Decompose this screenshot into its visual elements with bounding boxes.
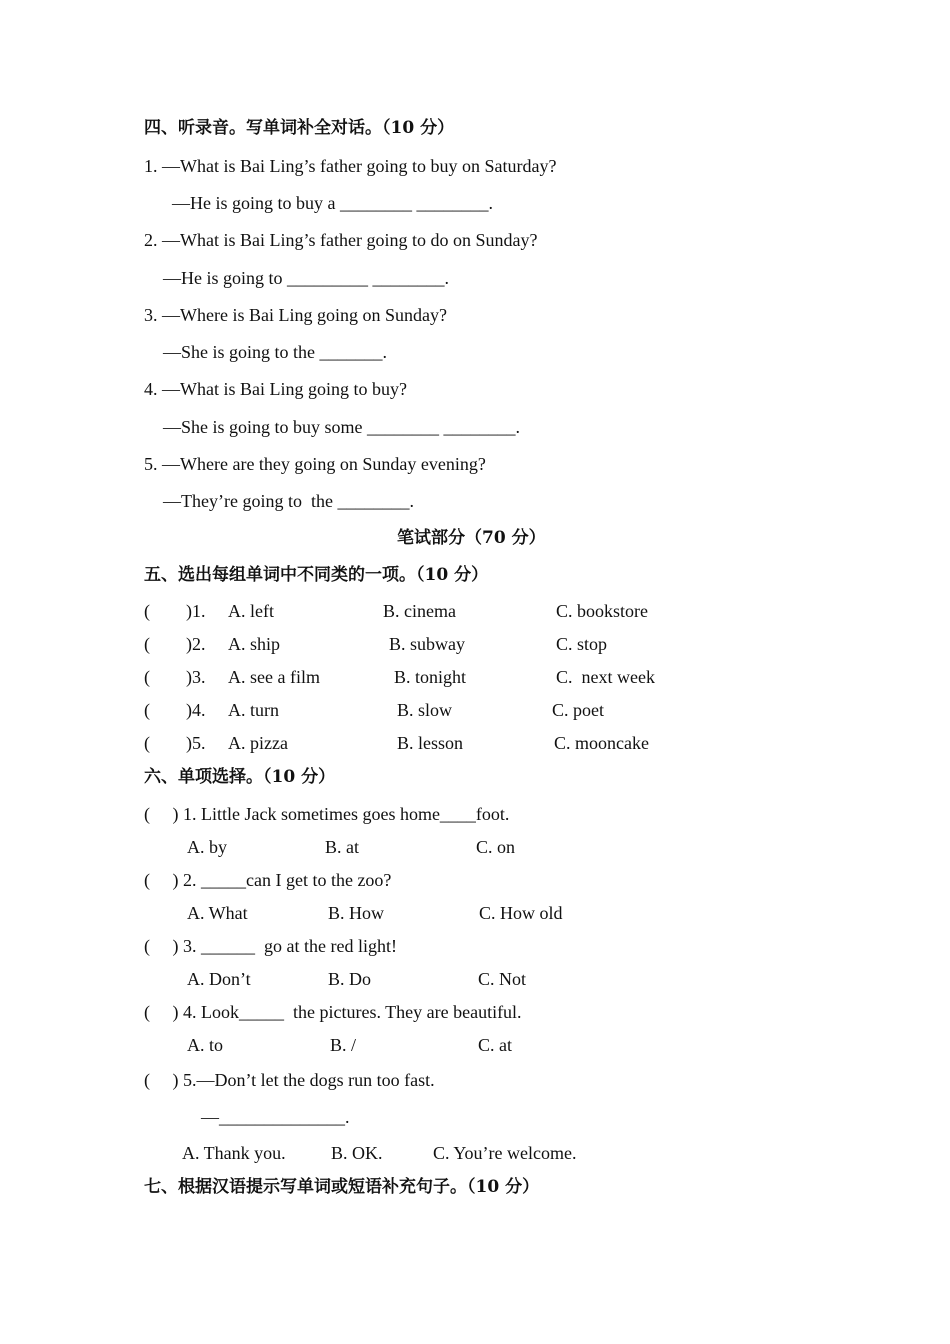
choice-question-4: ( ) 4. Look_____ the pictures. They are beautiful. bbox=[144, 1002, 522, 1022]
choice-question-5-reply: —______________. bbox=[201, 1107, 350, 1127]
written-part-heading: 笔试部分（70 分） bbox=[397, 528, 546, 548]
question-1-answer: —He is going to buy a ________ ________. bbox=[172, 193, 493, 213]
question-2-answer: —He is going to _________ ________. bbox=[163, 268, 449, 288]
choice-question-1: ( ) 1. Little Jack sometimes goes home____foot. bbox=[144, 804, 510, 824]
option-a: A. see a film bbox=[228, 667, 320, 687]
question-2-ask: 2. —What is Bai Ling’s father going to do on Sunday? bbox=[144, 230, 538, 250]
option-c: C. You’re welcome. bbox=[433, 1143, 577, 1163]
option-c: C. next week bbox=[556, 667, 655, 687]
option-c: C. stop bbox=[556, 634, 608, 654]
option-b: B. Do bbox=[328, 969, 372, 989]
section-7-title: 七、根据汉语提示写单词或短语补充句子。（10 分） bbox=[144, 1177, 540, 1197]
choice-question-3: ( ) 3. ______ go at the red light! bbox=[144, 936, 397, 956]
option-a: A. by bbox=[187, 837, 227, 857]
option-b: B. tonight bbox=[394, 667, 467, 687]
answer-blank[interactable]: ( )1. bbox=[144, 601, 206, 621]
question-5-answer: —They’re going to the ________. bbox=[163, 491, 414, 511]
question-4-answer: —She is going to buy some ________ ________. bbox=[163, 417, 521, 437]
question-4-ask: 4. —What is Bai Ling going to buy? bbox=[144, 379, 407, 399]
choice-question-5: ( ) 5.—Don’t let the dogs run too fast. bbox=[144, 1070, 435, 1090]
option-a: A. Thank you. bbox=[182, 1143, 286, 1163]
question-3-ask: 3. —Where is Bai Ling going on Sunday? bbox=[144, 305, 447, 325]
option-b: B. / bbox=[330, 1035, 357, 1055]
option-b: B. subway bbox=[389, 634, 465, 654]
option-c: C. mooncake bbox=[554, 733, 649, 753]
option-b: B. at bbox=[325, 837, 359, 857]
answer-blank[interactable]: ( )4. bbox=[144, 700, 206, 720]
question-1-ask: 1. —What is Bai Ling’s father going to buy on Saturday? bbox=[144, 156, 557, 176]
section-5-title: 五、选出每组单词中不同类的一项。（10 分） bbox=[144, 565, 489, 585]
option-a: A. turn bbox=[228, 700, 279, 720]
option-c: C. on bbox=[476, 837, 516, 857]
option-b: B. How bbox=[328, 903, 385, 923]
question-5-ask: 5. —Where are they going on Sunday evening? bbox=[144, 454, 486, 474]
option-c: C. Not bbox=[478, 969, 527, 989]
option-a: A. pizza bbox=[228, 733, 288, 753]
section-6-title: 六、单项选择。（10 分） bbox=[144, 767, 336, 787]
option-c: C. poet bbox=[552, 700, 604, 720]
option-c: C. bookstore bbox=[556, 601, 648, 621]
option-b: B. OK. bbox=[331, 1143, 383, 1163]
choice-question-2: ( ) 2. _____can I get to the zoo? bbox=[144, 870, 392, 890]
section-4-title: 四、听录音。写单词补全对话。（10 分） bbox=[144, 118, 455, 138]
option-a: A. Don’t bbox=[187, 969, 251, 989]
option-b: B. cinema bbox=[383, 601, 456, 621]
option-a: A. left bbox=[228, 601, 274, 621]
question-3-answer: —She is going to the _______. bbox=[163, 342, 387, 362]
answer-blank[interactable]: ( )5. bbox=[144, 733, 206, 753]
answer-blank[interactable]: ( )2. bbox=[144, 634, 206, 654]
option-b: B. lesson bbox=[397, 733, 464, 753]
answer-blank[interactable]: ( )3. bbox=[144, 667, 206, 687]
option-b: B. slow bbox=[397, 700, 453, 720]
option-a: A. What bbox=[187, 903, 248, 923]
option-a: A. to bbox=[187, 1035, 223, 1055]
option-c: C. How old bbox=[479, 903, 563, 923]
option-a: A. ship bbox=[228, 634, 281, 654]
option-c: C. at bbox=[478, 1035, 512, 1055]
